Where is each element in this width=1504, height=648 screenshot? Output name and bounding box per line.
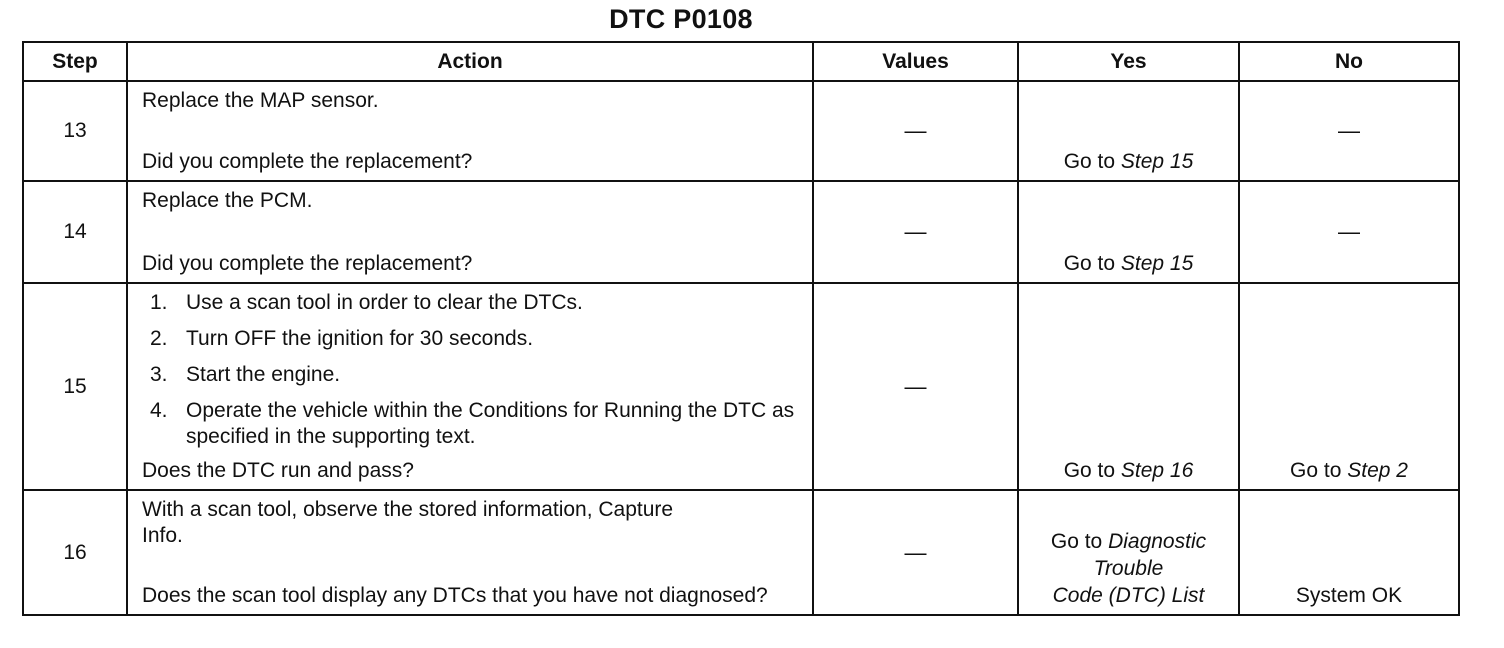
step-number: 15: [23, 283, 127, 490]
yes-prefix: Go to: [1050, 530, 1109, 553]
values-cell: —: [813, 181, 1018, 283]
header-row: [23, 42, 1459, 81]
no-result: System OK: [1295, 584, 1403, 607]
diagnostic-table: [22, 41, 1460, 616]
action-cell: [127, 81, 813, 181]
yes-step-ref: Step 15: [1120, 252, 1194, 275]
step-number: 13: [23, 81, 127, 181]
action-question: Did you complete the replacement?: [142, 150, 473, 173]
no-cell: —: [1239, 181, 1459, 283]
yes-step-ref: Step 15: [1120, 150, 1194, 173]
values-cell: —: [813, 81, 1018, 181]
header-step: Step: [23, 42, 127, 81]
yes-link[interactable]: [1019, 148, 1238, 175]
step-number: 16: [23, 490, 127, 615]
header-no: No: [1239, 42, 1459, 81]
yes-step-ref: Step 16: [1120, 459, 1194, 482]
action-steps-list: [142, 290, 802, 450]
yes-cell: [1018, 181, 1239, 283]
header-yes: Yes: [1018, 42, 1239, 81]
values-cell: —: [813, 490, 1018, 615]
header-values: Values: [813, 42, 1018, 81]
no-step-ref: Step 2: [1347, 459, 1408, 482]
action-question: Did you complete the replacement?: [142, 252, 473, 275]
yes-link[interactable]: Go to Diagnostic Trouble Code (DTC) List: [1050, 530, 1207, 607]
yes-cell: [1018, 490, 1239, 615]
action-cell: [127, 490, 813, 615]
yes-prefix: Go to: [1063, 252, 1121, 275]
table-row: [23, 181, 1459, 283]
list-item: 4. Operate the vehicle within the Conditions for Running the DTC as specified in the supporting text.: [150, 399, 795, 448]
action-instruction: Replace the PCM.: [142, 189, 313, 212]
no-prefix: Go to: [1290, 459, 1348, 482]
step-number: 14: [23, 181, 127, 283]
page-title: DTC P0108: [609, 4, 753, 34]
table-row: [23, 81, 1459, 181]
yes-cell: [1018, 81, 1239, 181]
action-instruction: With a scan tool, observe the stored information, Capture Info.: [142, 498, 674, 547]
yes-link[interactable]: [1019, 457, 1238, 484]
action-question: Does the DTC run and pass?: [142, 459, 414, 482]
action-instruction: Replace the MAP sensor.: [142, 89, 379, 112]
list-item: 1. Use a scan tool in order to clear the DTCs.: [150, 291, 583, 314]
no-cell: —: [1239, 81, 1459, 181]
no-link[interactable]: [1240, 457, 1458, 484]
yes-link[interactable]: [1019, 250, 1238, 277]
header-action: Action: [127, 42, 813, 81]
table-row: [23, 283, 1459, 490]
action-question: Does the scan tool display any DTCs that you have not diagnosed?: [142, 584, 768, 607]
list-item: 2. Turn OFF the ignition for 30 seconds.: [150, 327, 534, 350]
list-item: 3. Start the engine.: [150, 363, 341, 386]
action-cell: [127, 181, 813, 283]
yes-cell: [1018, 283, 1239, 490]
yes-prefix: Go to: [1063, 150, 1121, 173]
no-cell: [1239, 490, 1459, 615]
no-cell: [1239, 283, 1459, 490]
table-row: [23, 490, 1459, 615]
values-cell: —: [813, 283, 1018, 490]
action-cell: [127, 283, 813, 490]
yes-prefix: Go to: [1063, 459, 1121, 482]
